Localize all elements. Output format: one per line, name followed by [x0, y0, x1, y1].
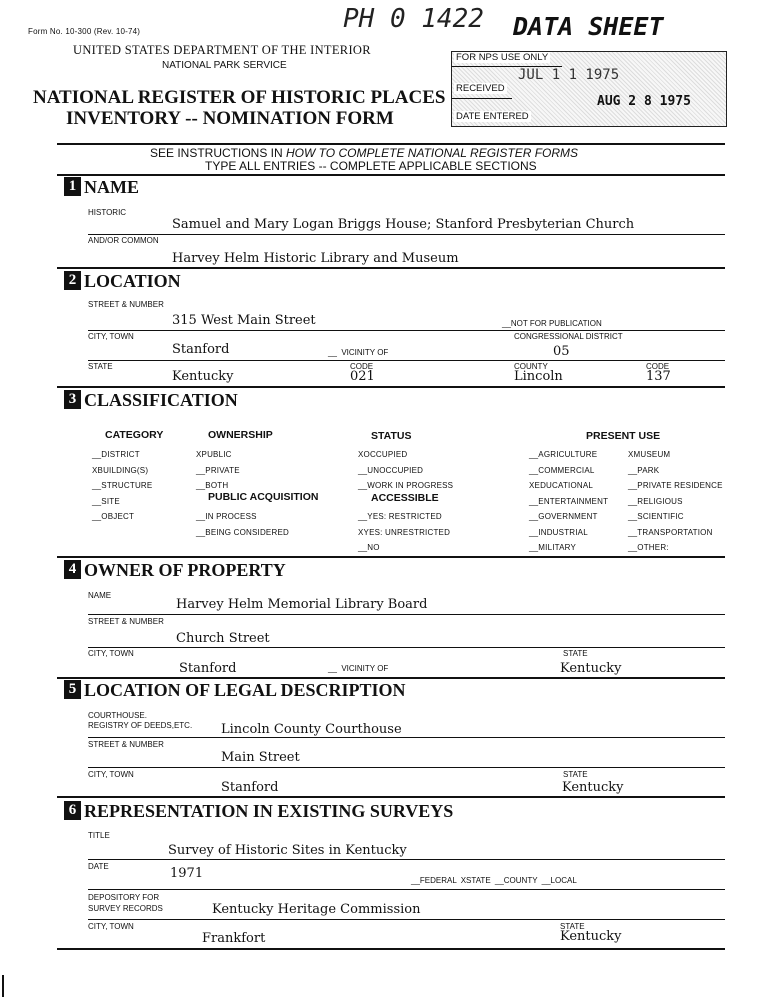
- survey-state-label: STATE: [560, 922, 585, 931]
- field-line: [88, 614, 725, 615]
- category-item: XBUILDING(S): [92, 465, 149, 475]
- congressional-district-label: CONGRESSIONAL DISTRICT: [514, 332, 623, 341]
- owner-name-value: Harvey Helm Memorial Library Board: [176, 597, 428, 612]
- category-head: CATEGORY: [105, 429, 164, 441]
- survey-city-label: CITY, TOWN: [88, 922, 134, 931]
- use-item: __GOVERNMENT: [529, 512, 598, 521]
- street-value: 315 West Main Street: [172, 313, 316, 328]
- status-list: [358, 447, 453, 494]
- survey-state-value: Kentucky: [560, 929, 622, 944]
- instructions-title: HOW TO COMPLETE NATIONAL REGISTER FORMS: [286, 146, 579, 160]
- state-value: Kentucky: [172, 369, 234, 384]
- owner-state-value: Kentucky: [560, 661, 622, 676]
- field-line: [88, 647, 725, 648]
- acquisition-list: [196, 509, 289, 540]
- field-line: [88, 234, 725, 235]
- owner-vicinity-label: __ VICINITY OF: [328, 664, 389, 673]
- use-item: __PARK: [628, 465, 660, 475]
- owner-city-value: Stanford: [179, 661, 237, 676]
- section-title: NAME: [84, 177, 139, 197]
- use-item: __SCIENTIFIC: [628, 512, 684, 521]
- divider: [57, 677, 725, 679]
- use-item: __OTHER:: [628, 543, 669, 552]
- depository-value: Kentucky Heritage Commission: [212, 902, 421, 917]
- city-value: Stanford: [172, 342, 230, 357]
- courthouse-value: Lincoln County Courthouse: [221, 722, 402, 737]
- section-6-header: [64, 801, 453, 822]
- owner-street-value: Church Street: [176, 631, 270, 646]
- survey-city-value: Frankfort: [202, 931, 266, 946]
- section-number: 2: [64, 271, 81, 290]
- present-use-right: [628, 447, 723, 556]
- survey-date-value: 1971: [170, 866, 204, 881]
- handwritten-reference: PH 0 1422: [343, 4, 484, 34]
- legal-street-label: STREET & NUMBER: [88, 740, 164, 749]
- acquisition-item: __IN PROCESS: [196, 512, 257, 521]
- depository-label-2: SURVEY RECORDS: [88, 904, 163, 913]
- ownership-list: [196, 447, 240, 494]
- use-item: __AGRICULTURE: [529, 450, 598, 459]
- data-sheet-stamp: DATA SHEET: [513, 12, 664, 41]
- present-use-head: PRESENT USE: [586, 430, 661, 442]
- section-number: 4: [64, 560, 81, 579]
- divider: [57, 556, 725, 558]
- accessible-item: __NO: [358, 543, 380, 552]
- legal-city-label: CITY, TOWN: [88, 770, 134, 779]
- instructions-line1: [150, 146, 578, 160]
- legal-state-value: Kentucky: [562, 780, 624, 795]
- divider: [57, 386, 725, 388]
- divider: [452, 98, 512, 99]
- field-line: [88, 919, 725, 920]
- common-name-value: Harvey Helm Historic Library and Museum: [172, 251, 459, 266]
- acquisition-head: PUBLIC ACQUISITION: [208, 491, 319, 503]
- divider: [57, 174, 725, 176]
- use-item: __TRANSPORTATION: [628, 527, 713, 537]
- section-number: 1: [64, 177, 81, 196]
- code2-label: CODE: [646, 362, 670, 371]
- section-4-header: [64, 560, 286, 581]
- accessible-item: XYES: UNRESTRICTED: [358, 527, 451, 537]
- historic-name-value: Samuel and Mary Logan Briggs House; Stanford Presbyterian Church: [172, 217, 635, 232]
- code2-value: 137: [646, 369, 671, 384]
- instructions-prefix: SEE INSTRUCTIONS IN: [150, 146, 287, 160]
- section-title: CLASSIFICATION: [84, 390, 238, 410]
- instructions-line2: TYPE ALL ENTRIES -- COMPLETE APPLICABLE SECTIONS: [205, 159, 537, 173]
- field-line: [88, 737, 725, 738]
- ownership-head: OWNERSHIP: [208, 429, 273, 441]
- section-title: LOCATION OF LEGAL DESCRIPTION: [84, 680, 406, 700]
- accessible-head: ACCESSIBLE: [371, 492, 439, 504]
- form-title-line2: INVENTORY -- NOMINATION FORM: [66, 108, 394, 129]
- vicinity-text: VICINITY OF: [341, 664, 389, 673]
- use-item: __PRIVATE RESIDENCE: [628, 481, 723, 490]
- county-label: COUNTY: [514, 362, 548, 371]
- use-item: __COMMERCIAL: [529, 465, 595, 475]
- section-title: OWNER OF PROPERTY: [84, 560, 286, 580]
- ownership-item: __BOTH: [196, 481, 229, 490]
- nps-use-box: [451, 51, 727, 127]
- legal-street-value: Main Street: [221, 750, 300, 765]
- category-list: [92, 447, 152, 525]
- scan-edge-mark: [2, 975, 4, 997]
- section-number: 3: [64, 390, 81, 409]
- acquisition-item: __BEING CONSIDERED: [196, 527, 289, 537]
- ownership-item: XPUBLIC: [196, 450, 232, 459]
- section-number: 5: [64, 680, 81, 699]
- historic-label: HISTORIC: [88, 208, 127, 217]
- use-item: XMUSEUM: [628, 450, 671, 459]
- field-line: [88, 889, 725, 890]
- code-label: CODE: [350, 362, 374, 371]
- category-item: __STRUCTURE: [92, 481, 153, 490]
- owner-street-label: STREET & NUMBER: [88, 617, 164, 626]
- category-item: __OBJECT: [92, 512, 135, 521]
- legal-state-label: STATE: [563, 770, 588, 779]
- owner-city-label: CITY, TOWN: [88, 649, 134, 658]
- survey-date-label: DATE: [88, 862, 109, 871]
- status-item: __WORK IN PROGRESS: [358, 481, 454, 490]
- use-item: __MILITARY: [529, 543, 577, 552]
- use-item: __INDUSTRIAL: [529, 527, 588, 537]
- registry-label: REGISTRY OF DEEDS,ETC.: [88, 721, 193, 730]
- section-5-header: [64, 680, 406, 701]
- form-title-line1: NATIONAL REGISTER OF HISTORIC PLACES: [33, 87, 446, 108]
- ownership-item: __PRIVATE: [196, 465, 240, 475]
- not-for-publication: __NOT FOR PUBLICATION: [502, 319, 602, 328]
- status-item: __UNOCCUPIED: [358, 465, 424, 475]
- section-3-header: [64, 390, 238, 411]
- use-item: XEDUCATIONAL: [529, 481, 594, 490]
- section-title: LOCATION: [84, 271, 181, 291]
- city-label: CITY, TOWN: [88, 332, 134, 341]
- accessible-item: __YES: RESTRICTED: [358, 512, 442, 521]
- code-value: 021: [350, 369, 375, 384]
- street-label: STREET & NUMBER: [88, 300, 164, 309]
- divider: [57, 143, 725, 145]
- accessible-list: [358, 509, 450, 556]
- field-line: [88, 767, 725, 768]
- use-item: __RELIGIOUS: [628, 496, 683, 506]
- courthouse-label: COURTHOUSE.: [88, 711, 147, 720]
- vicinity-label: __ VICINITY OF: [328, 348, 389, 357]
- entered-date-stamp: AUG 2 8 1975: [597, 94, 691, 109]
- legal-city-value: Stanford: [221, 780, 279, 795]
- received-date-stamp: JUL 1 1 1975: [518, 67, 620, 83]
- common-name-label: AND/OR COMMON: [88, 236, 159, 245]
- service-name: NATIONAL PARK SERVICE: [162, 60, 287, 71]
- date-entered-label: DATE ENTERED: [456, 111, 529, 122]
- present-use-left: [529, 447, 608, 556]
- field-line: [88, 360, 725, 361]
- survey-title-label: TITLE: [88, 831, 110, 840]
- received-label: RECEIVED: [456, 83, 505, 94]
- nps-use-label: FOR NPS USE ONLY: [456, 52, 549, 63]
- section-2-header: [64, 271, 181, 292]
- divider: [57, 267, 725, 269]
- field-line: [88, 330, 725, 331]
- vicinity-text: VICINITY OF: [341, 348, 389, 357]
- county-value: Lincoln: [514, 369, 563, 384]
- divider: [57, 796, 725, 798]
- department-name: UNITED STATES DEPARTMENT OF THE INTERIOR: [73, 43, 371, 57]
- state-label: STATE: [88, 362, 113, 371]
- section-title: REPRESENTATION IN EXISTING SURVEYS: [84, 801, 454, 821]
- divider: [57, 948, 725, 950]
- depository-label-1: DEPOSITORY FOR: [88, 893, 160, 902]
- category-item: __SITE: [92, 496, 120, 506]
- status-head: STATUS: [371, 430, 412, 442]
- survey-title-value: Survey of Historic Sites in Kentucky: [168, 843, 407, 858]
- section-1-header: [64, 177, 139, 198]
- section-number: 6: [64, 801, 81, 820]
- owner-name-label: NAME: [88, 591, 112, 600]
- field-line: [88, 859, 725, 860]
- use-item: __ENTERTAINMENT: [529, 496, 609, 506]
- congressional-district-value: 05: [553, 344, 570, 359]
- form-number: Form No. 10-300 (Rev. 10-74): [28, 27, 141, 36]
- category-item: __DISTRICT: [92, 450, 140, 459]
- survey-levels: __FEDERAL XSTATE __COUNTY __LOCAL: [411, 876, 577, 885]
- status-item: XOCCUPIED: [358, 450, 408, 459]
- owner-state-label: STATE: [563, 649, 588, 658]
